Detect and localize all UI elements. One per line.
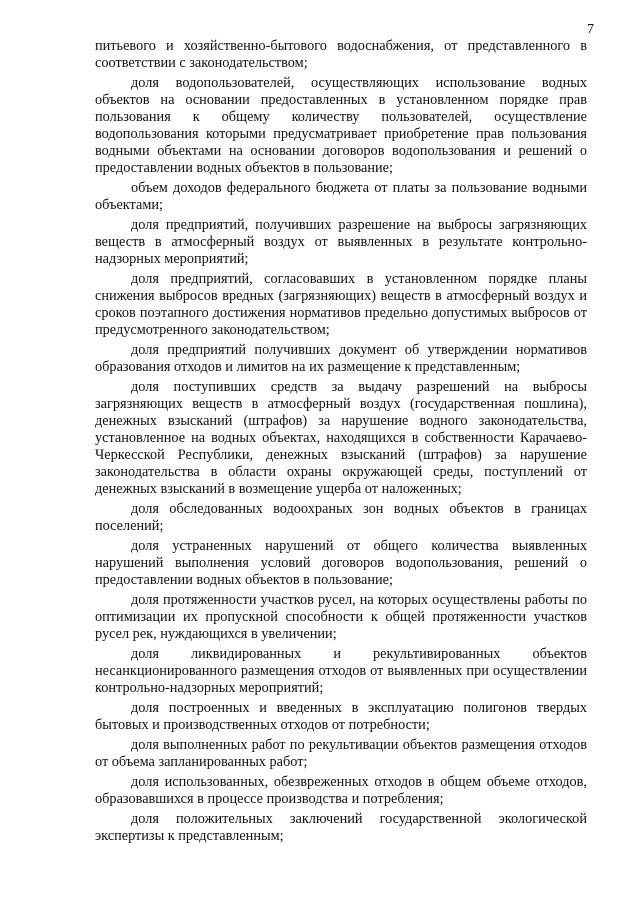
paragraph: доля водопользователей, осуществляющих использование водных объектов на основании предоставленных в установленном порядке прав пользования к общему количеству пользователей, осуществление водопользования которыми предусматривает приобретение прав пользования водными объектами на основании договоров водопользования и решений о предоставлении водных объектов в пользование; [95,75,587,176]
paragraph: доля построенных и введенных в эксплуатацию полигонов твердых бытовых и производственных отходов от потребности; [95,700,587,733]
paragraph: доля предприятий, получивших разрешение на выбросы загрязняющих веществ в атмосферный воздух от выявленных в результате контрольно-надзорных мероприятий; [95,217,587,267]
paragraph: доля использованных, обезвреженных отходов в общем объеме отходов, образовавшихся в процессе производства и потребления; [95,774,587,807]
paragraph: объем доходов федерального бюджета от платы за пользование водными объектами; [95,180,587,213]
paragraph: доля выполненных работ по рекультивации объектов размещения отходов от объема запланированных работ; [95,737,587,770]
paragraph: доля предприятий получивших документ об утверждении нормативов образования отходов и лимитов на их размещение к представленным; [95,342,587,375]
page-number: 7 [587,22,594,37]
paragraph: доля обследованных водоохраных зон водных объектов в границах поселений; [95,501,587,534]
paragraph: доля устраненных нарушений от общего количества выявленных нарушений выполнения условий договоров водопользования, решений о предоставлении водных объектов в пользование; [95,538,587,588]
paragraph: доля ликвидированных и рекультивированных объектов несанкционированного размещения отходов от выявленных при осуществлении контрольно-надзорных мероприятий; [95,646,587,696]
paragraph: доля предприятий, согласовавших в установленном порядке планы снижения выбросов вредных (загрязняющих) веществ в атмосферный воздух и сроков поэтапного достижения нормативов предельно допустимых выбросов от предусмотренного законодательством; [95,271,587,338]
paragraph: доля положительных заключений государственной экологической экспертизы к представленным; [95,811,587,844]
paragraph: доля протяженности участков русел, на которых осуществлены работы по оптимизации их пропускной способности к общей протяженности участков русел рек, нуждающихся в увеличении; [95,592,587,642]
paragraph: доля поступивших средств за выдачу разрешений на выбросы загрязняющих веществ в атмосферный воздух (государственная пошлина), денежных взысканий (штрафов) за нарушение водного законодательства, установленное на водных объектах, находящихся в собственности Карачаево-Черкесской Республики, денежных взысканий (штрафов) за нарушение законодательства в области охраны окружающей среды, поступлений от денежных взысканий в возмещение ущерба от наложенных; [95,379,587,497]
paragraph: питьевого и хозяйственно-бытового водоснабжения, от представленного в соответствии с законодательством; [95,38,587,71]
document-body [95,38,587,848]
